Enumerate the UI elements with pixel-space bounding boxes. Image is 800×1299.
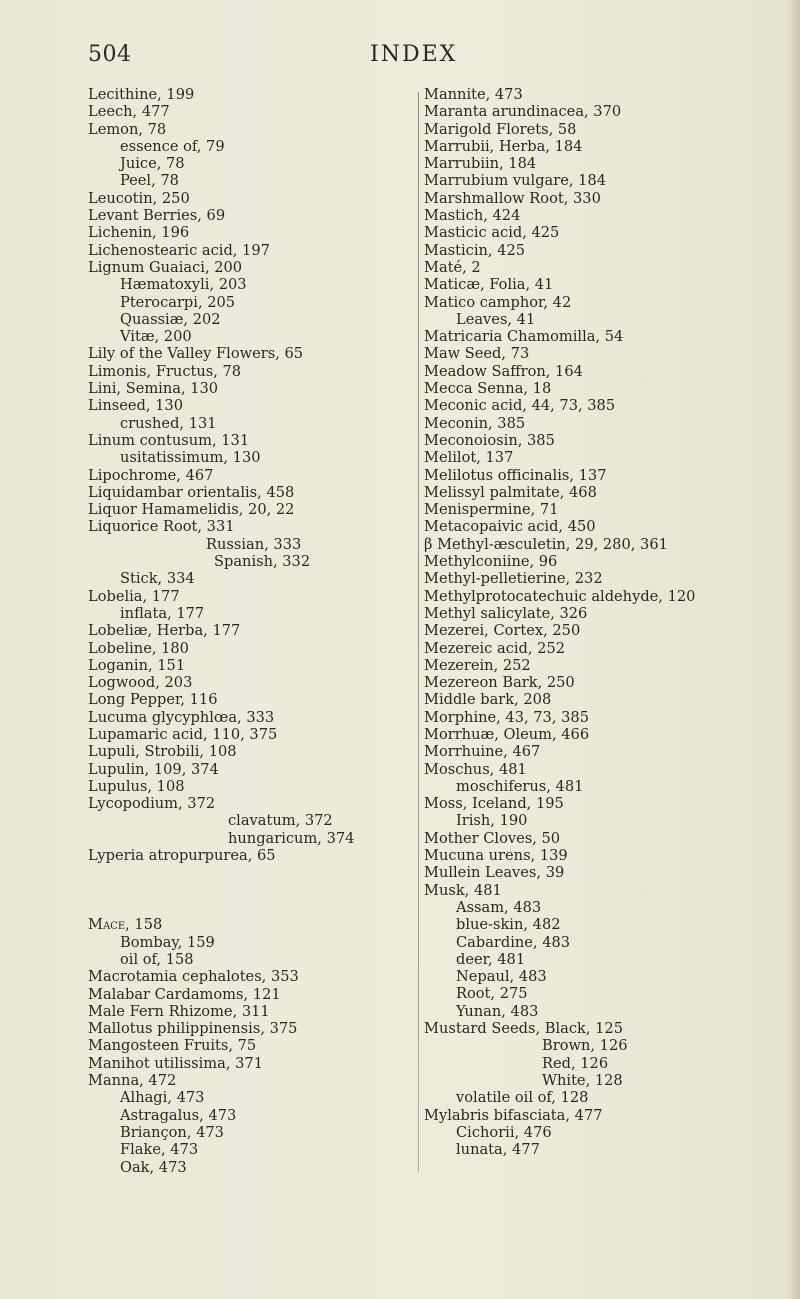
index-entry: Liquor Hamamelidis, 20, 22 (88, 501, 295, 519)
index-entry: Leech, 477 (88, 103, 170, 121)
index-entry: Matico camphor, 42 (424, 293, 572, 311)
index-subentry: Leaves, 41 (456, 310, 536, 328)
index-subentry: Bombay, 159 (120, 933, 215, 951)
index-entry: Lecithine, 199 (88, 86, 195, 103)
index-subentry: deer, 481 (456, 950, 526, 968)
index-entry: Levant Berries, 69 (88, 207, 226, 225)
index-entry: Lily of the Valley Flowers, 65 (88, 345, 304, 363)
index-entry: Melilot, 137 (424, 449, 514, 467)
index-subentry: Russian, 333 (206, 535, 302, 553)
index-subentry: moschiferus, 481 (456, 777, 584, 795)
index-subentry: Peel, 78 (120, 172, 179, 190)
index-entry: Malabar Cardamoms, 121 (88, 985, 281, 1003)
index-entry: Liquidambar orientalis, 458 (88, 483, 295, 501)
index-entry: Lupuli, Strobili, 108 (88, 743, 237, 761)
index-entry: Long Pepper, 116 (88, 691, 218, 709)
index-subentry: clavatum, 372 (228, 812, 333, 830)
index-entry: Lipochrome, 467 (88, 466, 214, 484)
index-subentry: Yunan, 483 (456, 1002, 539, 1020)
index-entry: Manihot utilissima, 371 (88, 1054, 263, 1072)
index-subentry: Assam, 483 (456, 898, 542, 916)
index-entry: Meadow Saffron, 164 (424, 362, 583, 380)
index-subentry: Cabardine, 483 (456, 933, 571, 951)
index-entry: Mezereic acid, 252 (424, 639, 566, 657)
index-entry: Lucuma glycyphlœa, 333 (88, 708, 275, 726)
index-subentry: Spanish, 332 (214, 553, 311, 571)
index-subentry: Vitæ, 200 (120, 328, 192, 346)
index-entry: Maticæ, Folia, 41 (424, 276, 554, 294)
index-subentry: Cichorii, 476 (456, 1123, 552, 1141)
index-entry: Middle bark, 208 (424, 691, 552, 709)
index-entry: Lini, Semina, 130 (88, 380, 219, 398)
index-subentry: Pterocarpi, 205 (120, 293, 236, 311)
index-column-right (424, 86, 794, 1158)
index-entry: Lichenostearic acid, 197 (88, 241, 270, 259)
index-entry: Marrubium vulgare, 184 (424, 172, 606, 190)
index-subentry: Brown, 126 (542, 1037, 628, 1055)
index-entry: Moschus, 481 (424, 760, 527, 778)
index-entry: Lignum Guaiaci, 200 (88, 258, 243, 276)
index-subentry: Nepaul, 483 (456, 968, 547, 986)
index-entry: Matricaria Chamomilla, 54 (424, 328, 624, 346)
index-entry: Mangosteen Fruits, 75 (88, 1037, 257, 1055)
index-entry: Male Fern Rhizome, 311 (88, 1002, 270, 1020)
index-entry: Mother Cloves, 50 (424, 829, 561, 847)
index-entry: Lycopodium, 372 (88, 795, 216, 813)
index-entry: Methylconiine, 96 (424, 553, 558, 571)
section-gap (88, 864, 413, 916)
index-entry: Maw Seed, 73 (424, 345, 530, 363)
index-entry: Liquorice Root, 331 (88, 518, 235, 536)
index-entry: Masticin, 425 (424, 241, 526, 259)
index-entry: Loganin, 151 (88, 656, 186, 674)
index-entry: Manna, 472 (88, 1072, 177, 1090)
index-entry: Linseed, 130 (88, 397, 183, 415)
index-entry: Mezerein, 252 (424, 656, 531, 674)
index-entry: Mustard Seeds, Black, 125 (424, 1020, 623, 1038)
index-entry: Mucuna urens, 139 (424, 847, 568, 865)
page-number: 504 (88, 42, 132, 67)
index-entry: Macrotamia cephalotes, 353 (88, 968, 299, 986)
index-entry: Marshmallow Root, 330 (424, 189, 601, 207)
index-entry: Lupulus, 108 (88, 777, 185, 795)
index-entry: Musk, 481 (424, 881, 502, 899)
column-divider (418, 92, 419, 1172)
index-entry: Melissyl palmitate, 468 (424, 483, 597, 501)
index-subentry: Irish, 190 (456, 812, 528, 830)
index-entry: Metacopaivic acid, 450 (424, 518, 596, 536)
index-entry: Mullein Leaves, 39 (424, 864, 565, 882)
index-entry: Mallotus philippinensis, 375 (88, 1020, 298, 1038)
index-entry: Moss, Iceland, 195 (424, 795, 564, 813)
index-subentry: crushed, 131 (120, 414, 217, 432)
index-entry: Menispermine, 71 (424, 501, 559, 519)
index-entry: Mecca Senna, 18 (424, 380, 552, 398)
index-entry: Masticic acid, 425 (424, 224, 560, 242)
index-subentry: Briançon, 473 (120, 1123, 224, 1141)
index-entry: Lobelia, 177 (88, 587, 180, 605)
index-subentry: inflata, 177 (120, 604, 205, 622)
index-subentry: blue-skin, 482 (456, 916, 561, 934)
index-subentry: Stick, 334 (120, 570, 195, 588)
index-entry: Methyl salicylate, 326 (424, 604, 588, 622)
index-subentry: Astragalus, 473 (120, 1106, 237, 1124)
index-subentry: Flake, 473 (120, 1141, 199, 1159)
index-subentry: Root, 275 (456, 985, 528, 1003)
index-subentry: usitatissimum, 130 (120, 449, 261, 467)
index-subentry: volatile oil of, 128 (456, 1089, 589, 1107)
index-entry: Lichenin, 196 (88, 224, 190, 242)
index-subentry: Quassiæ, 202 (120, 310, 221, 328)
running-head: INDEX (370, 42, 458, 67)
index-column-left (88, 86, 413, 1176)
index-entry: Maranta arundinacea, 370 (424, 103, 622, 121)
index-entry: Mannite, 473 (424, 86, 523, 103)
index-entry: Morphine, 43, 73, 385 (424, 708, 589, 726)
index-subentry: lunata, 477 (456, 1141, 540, 1159)
index-entry: Lyperia atropurpurea, 65 (88, 847, 276, 865)
index-subentry: Red, 126 (542, 1054, 609, 1072)
index-subentry: White, 128 (542, 1071, 623, 1089)
index-entry: Limonis, Fructus, 78 (88, 362, 242, 380)
index-entry: Maté, 2 (424, 258, 481, 276)
index-entry: Meconin, 385 (424, 414, 526, 432)
index-entry: Morrhuine, 467 (424, 743, 541, 761)
index-entry: Linum contusum, 131 (88, 431, 250, 449)
index-entry: Melilotus officinalis, 137 (424, 466, 607, 484)
index-entry: Lupamaric acid, 110, 375 (88, 725, 278, 743)
index-subentry: oil of, 158 (120, 950, 194, 968)
index-entry: Logwood, 203 (88, 674, 193, 692)
page-edge-shadow (786, 0, 800, 1299)
index-entry: Leucotin, 250 (88, 189, 190, 207)
index-entry: Marrubii, Herba, 184 (424, 137, 583, 155)
index-entry: Marrubiin, 184 (424, 155, 537, 173)
index-entry: Marigold Florets, 58 (424, 120, 577, 138)
index-subentry: Juice, 78 (120, 155, 185, 173)
index-entry: Mezereon Bark, 250 (424, 674, 575, 692)
index-entry: Lupulin, 109, 374 (88, 760, 219, 778)
index-entry: Lemon, 78 (88, 120, 167, 138)
index-subentry: essence of, 79 (120, 137, 225, 155)
index-entry: Mezerei, Cortex, 250 (424, 622, 581, 640)
index-subentry: hungaricum, 374 (228, 829, 355, 847)
index-section-head: Mace, 158 (88, 916, 163, 934)
index-subentry: Alhagi, 473 (120, 1089, 205, 1107)
index-entry: β Methyl-æsculetin, 29, 280, 361 (424, 535, 668, 553)
index-subentry: Hæmatoxyli, 203 (120, 276, 247, 294)
index-entry: Meconoiosin, 385 (424, 431, 555, 449)
index-entry: Mylabris bifasciata, 477 (424, 1106, 603, 1124)
index-subentry: Oak, 473 (120, 1158, 187, 1176)
index-entry: Methyl-pelletierine, 232 (424, 570, 603, 588)
index-entry: Lobeliæ, Herba, 177 (88, 622, 241, 640)
index-entry: Mastich, 424 (424, 207, 521, 225)
index-entry: Morrhuæ, Oleum, 466 (424, 725, 590, 743)
index-entry: Meconic acid, 44, 73, 385 (424, 397, 616, 415)
index-entry: Methylprotocatechuic aldehyde, 120 (424, 587, 696, 605)
index-entry: Lobeline, 180 (88, 639, 189, 657)
page-header (0, 42, 800, 76)
